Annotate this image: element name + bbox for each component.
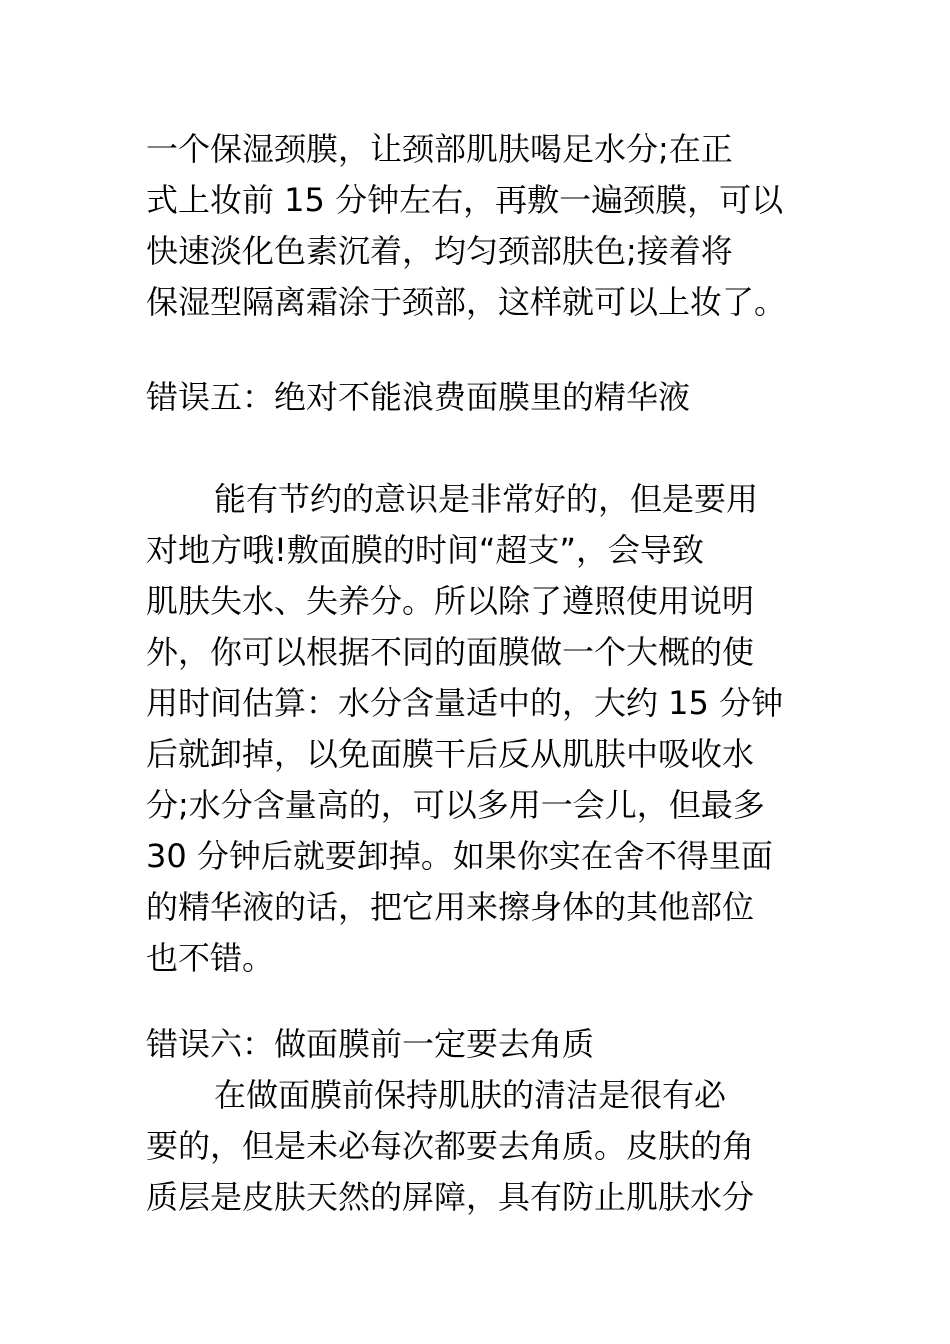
text-line: 质层是皮肤天然的屏障，具有防止肌肤水分 <box>146 1178 755 1216</box>
text-line: 一个保湿颈膜，让颈部肌肤喝足水分;在正 <box>146 130 733 168</box>
text-line: 也不错。 <box>146 939 275 977</box>
text-line: 外，你可以根据不同的面膜做一个大概的使 <box>146 633 755 671</box>
heading-text: 错误六：做面膜前一定要去角质 <box>146 1025 595 1063</box>
section-heading-mistake-5 <box>146 372 816 423</box>
text-line: 对地方哦!敷面膜的时间“超支”，会导致 <box>146 531 704 569</box>
text-line: 要的，但是未必每次都要去角质。皮肤的角 <box>146 1127 755 1165</box>
paragraph-exfoliation <box>146 1070 816 1223</box>
paragraph-mask-essence <box>146 474 816 984</box>
text-line: 在做面膜前保持肌肤的清洁是很有必 <box>214 1076 727 1114</box>
paragraph-neck-mask <box>146 124 816 328</box>
text-line: 分;水分含量高的，可以多用一会儿，但最多 <box>146 786 765 824</box>
text-line: 30 分钟后就要卸掉。如果你实在舍不得里面 <box>146 837 773 875</box>
text-line: 后就卸掉，以免面膜干后反从肌肤中吸收水 <box>146 735 755 773</box>
heading-text: 错误五：绝对不能浪费面膜里的精华液 <box>146 378 691 416</box>
text-line: 保湿型隔离霜涂于颈部，这样就可以上妆了。 <box>146 283 787 321</box>
section-heading-mistake-6 <box>146 1019 816 1070</box>
text-line: 肌肤失水、失养分。所以除了遵照使用说明 <box>146 582 755 620</box>
text-line: 的精华液的话，把它用来擦身体的其他部位 <box>146 888 755 926</box>
text-line: 快速淡化色素沉着，均匀颈部肤色;接着将 <box>146 232 733 270</box>
text-line: 式上妆前 15 分钟左右，再敷一遍颈膜，可以 <box>146 181 784 219</box>
text-line: 用时间估算：水分含量适中的，大约 15 分钟 <box>146 684 784 722</box>
text-line: 能有节约的意识是非常好的，但是要用 <box>214 480 759 518</box>
